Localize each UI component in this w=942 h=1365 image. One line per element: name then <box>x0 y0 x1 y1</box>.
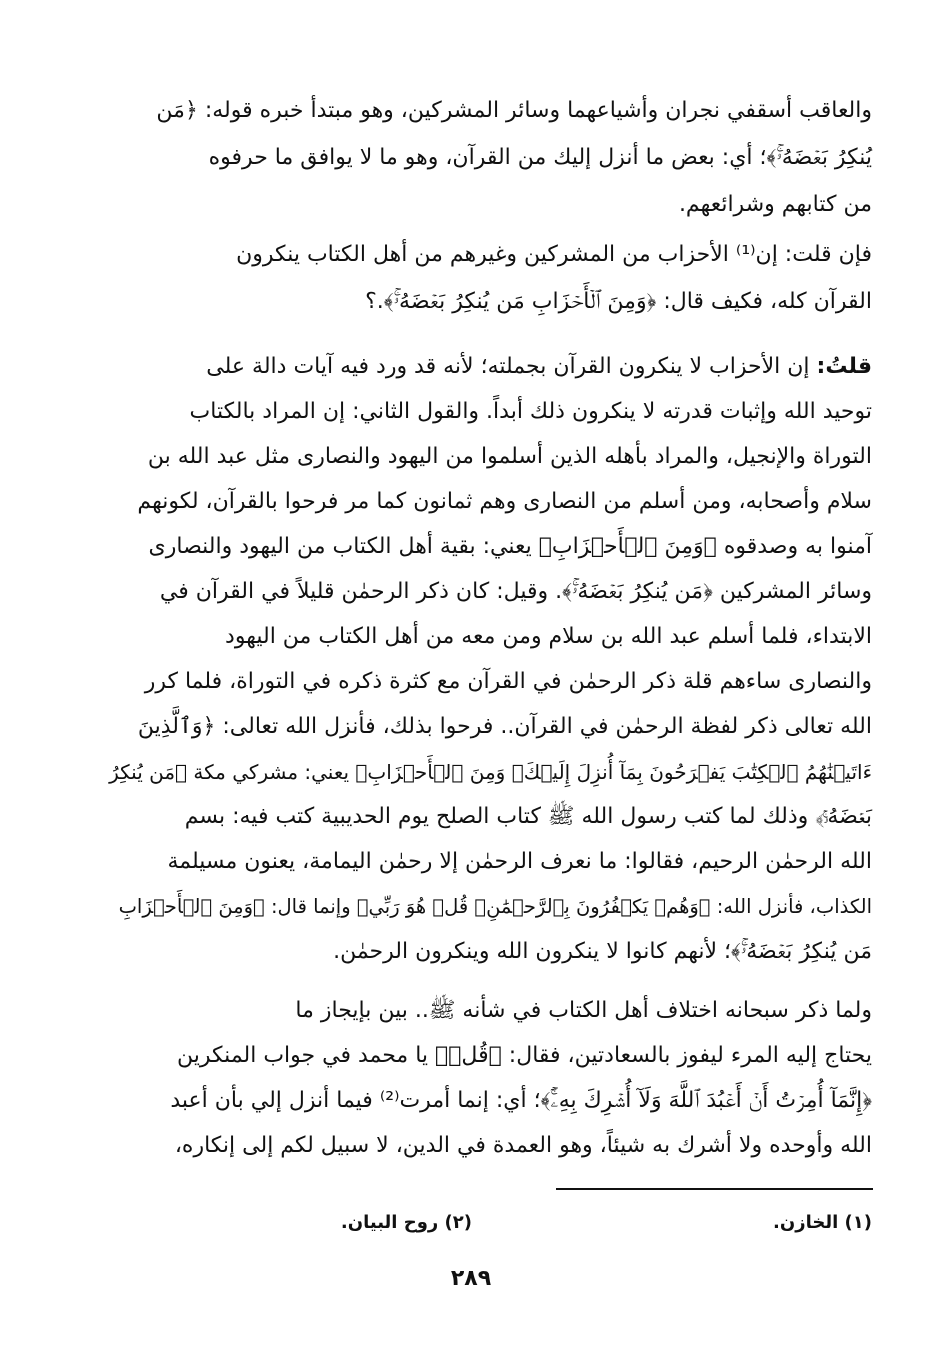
paragraph-2 <box>102 240 872 330</box>
paragraph-3 <box>102 352 872 972</box>
text-line: بَعۡضَهُۥۚ﴾ وذلك لما كتب رسول الله ﷺ كتاب الصلح يوم الحديبية كتب فيه: بسم <box>184 804 872 829</box>
footnote-1: (١) الخازن. <box>773 1212 872 1233</box>
paragraph-4 <box>102 996 872 1176</box>
text-line: الابتداء، فلما أسلم عبد الله بن سلام ومن معه من أهل الكتاب من اليهود <box>225 624 872 649</box>
text-line: الكذاب، فأنزل الله: ﴿وَهُمۡ يَكۡفُرُونَ بِٱلرَّحۡمَٰنِۚ قُلۡ هُوَ رَبِّي﴾ وإنما قال: ﴿وَمِنَ ٱلۡأَحۡزَابِ <box>118 895 872 918</box>
text-line: ﴿إِنَّمَآ أُمِرۡتُ أَنۡ أَعۡبُدَ ٱللَّهَ وَلَآ أُشۡرِكَ بِهِۦٓۚ﴾؛ أي: إنما أمرت⁽²⁾ فيما أنزل إلي بأن أعبد <box>170 1088 872 1113</box>
text-line: سلام وأصحابه، ومن أسلم من النصارى وهم ثمانون كما مر فرحوا بالقرآن، لكونهم <box>137 489 872 514</box>
text-line: وسائر المشركين ﴿مَن يُنكِرُ بَعۡضَهُۥۚ﴾. وقيل: كان ذكر الرحمٰن قليلاً في القرآن في <box>159 579 872 604</box>
text-line: يُنكِرُ بَعۡضَهُۥۚ﴾؛ أي: بعض ما أنزل إليك من القرآن، وهو ما لا يوافق ما حرفوه <box>208 145 872 170</box>
text-line: ءَاتَيۡنَٰهُمُ ٱلۡكِتَٰبَ يَفۡرَحُونَ بِمَآ أُنزِلَ إِلَيۡكَۖ وَمِنَ ٱلۡأَحۡزَابِ﴾ يعني: مشركي مكة ﴿مَن يُنكِرُ <box>109 760 872 784</box>
paragraph-1 <box>102 96 872 226</box>
text-line: التوراة والإنجيل، والمراد بأهله الذين أسلموا من اليهود والنصارى مثل عبد الله بن <box>147 444 872 469</box>
text-line: والنصارى ساءهم قلة ذكر الرحمٰن في القرآن مع كثرة ذكره في التوراة، فلما كرر <box>144 669 872 694</box>
page-number: ٢٨٩ <box>450 1266 492 1291</box>
text-line: فإن قلت: إن⁽¹⁾ الأحزاب من المشركين وغيرهم من أهل الكتاب ينكرون <box>236 242 872 267</box>
text-line: الله تعالى ذكر لفظة الرحمٰن في القرآن.. فرحوا بذلك، فأنزل الله تعالى: ﴿وَٱلَّذِينَ <box>137 714 872 739</box>
text-line: مَن يُنكِرُ بَعۡضَهُۥۚ﴾؛ لأنهم كانوا لا ينكرون الله وينكرون الرحمٰن. <box>333 939 872 964</box>
text-line: القرآن كله، فكيف قال: ﴿وَمِنَ ٱلۡأَحۡزَابِ مَن يُنكِرُ بَعۡضَهُۥۚ﴾.؟ <box>365 289 872 314</box>
text-line-rest: إن الأحزاب لا ينكرون القرآن بجملته؛ لأنه قد ورد فيه آيات دالة على <box>206 354 817 379</box>
text-line: والعاقب أسقفي نجران وأشياعهما وسائر المشركين، وهو مبتدأ خبره قوله: ﴿مَن <box>156 98 872 123</box>
text-line: من كتابهم وشرائعهم. <box>678 192 872 217</box>
footnote-2: (٢) روح البيان. <box>340 1212 472 1233</box>
footnote-divider <box>556 1188 873 1190</box>
answer-lead: قلتُ: <box>816 354 872 379</box>
text-line: توحيد الله وإثبات قدرته لا ينكرون ذلك أبداً. والقول الثاني: إن المراد بالكتاب <box>189 399 872 424</box>
text-line: يحتاج إليه المرء ليفوز بالسعادتين، فقال: ﴿قُلۡ﴾ يا محمد في جواب المنكرين <box>177 1043 872 1068</box>
text-line: الله وأوحده ولا أشرك به شيئاً، وهو العمدة في الدين، لا سبيل لكم إلى إنكاره، <box>174 1133 872 1158</box>
text-line: ولما ذكر سبحانه اختلاف أهل الكتاب في شأنه ﷺ.. بين بإيجاز ما <box>295 998 872 1023</box>
text-line <box>206 352 872 384</box>
text-line: آمنوا به وصدقوه ﴿وَمِنَ ٱلۡأَحۡزَابِ﴾ يعني: بقية أهل الكتاب من اليهود والنصارى <box>148 534 872 559</box>
text-line: الله الرحمٰن الرحيم، فقالوا: ما نعرف الرحمٰن إلا رحمٰن اليمامة، يعنون مسيلمة <box>167 849 872 874</box>
